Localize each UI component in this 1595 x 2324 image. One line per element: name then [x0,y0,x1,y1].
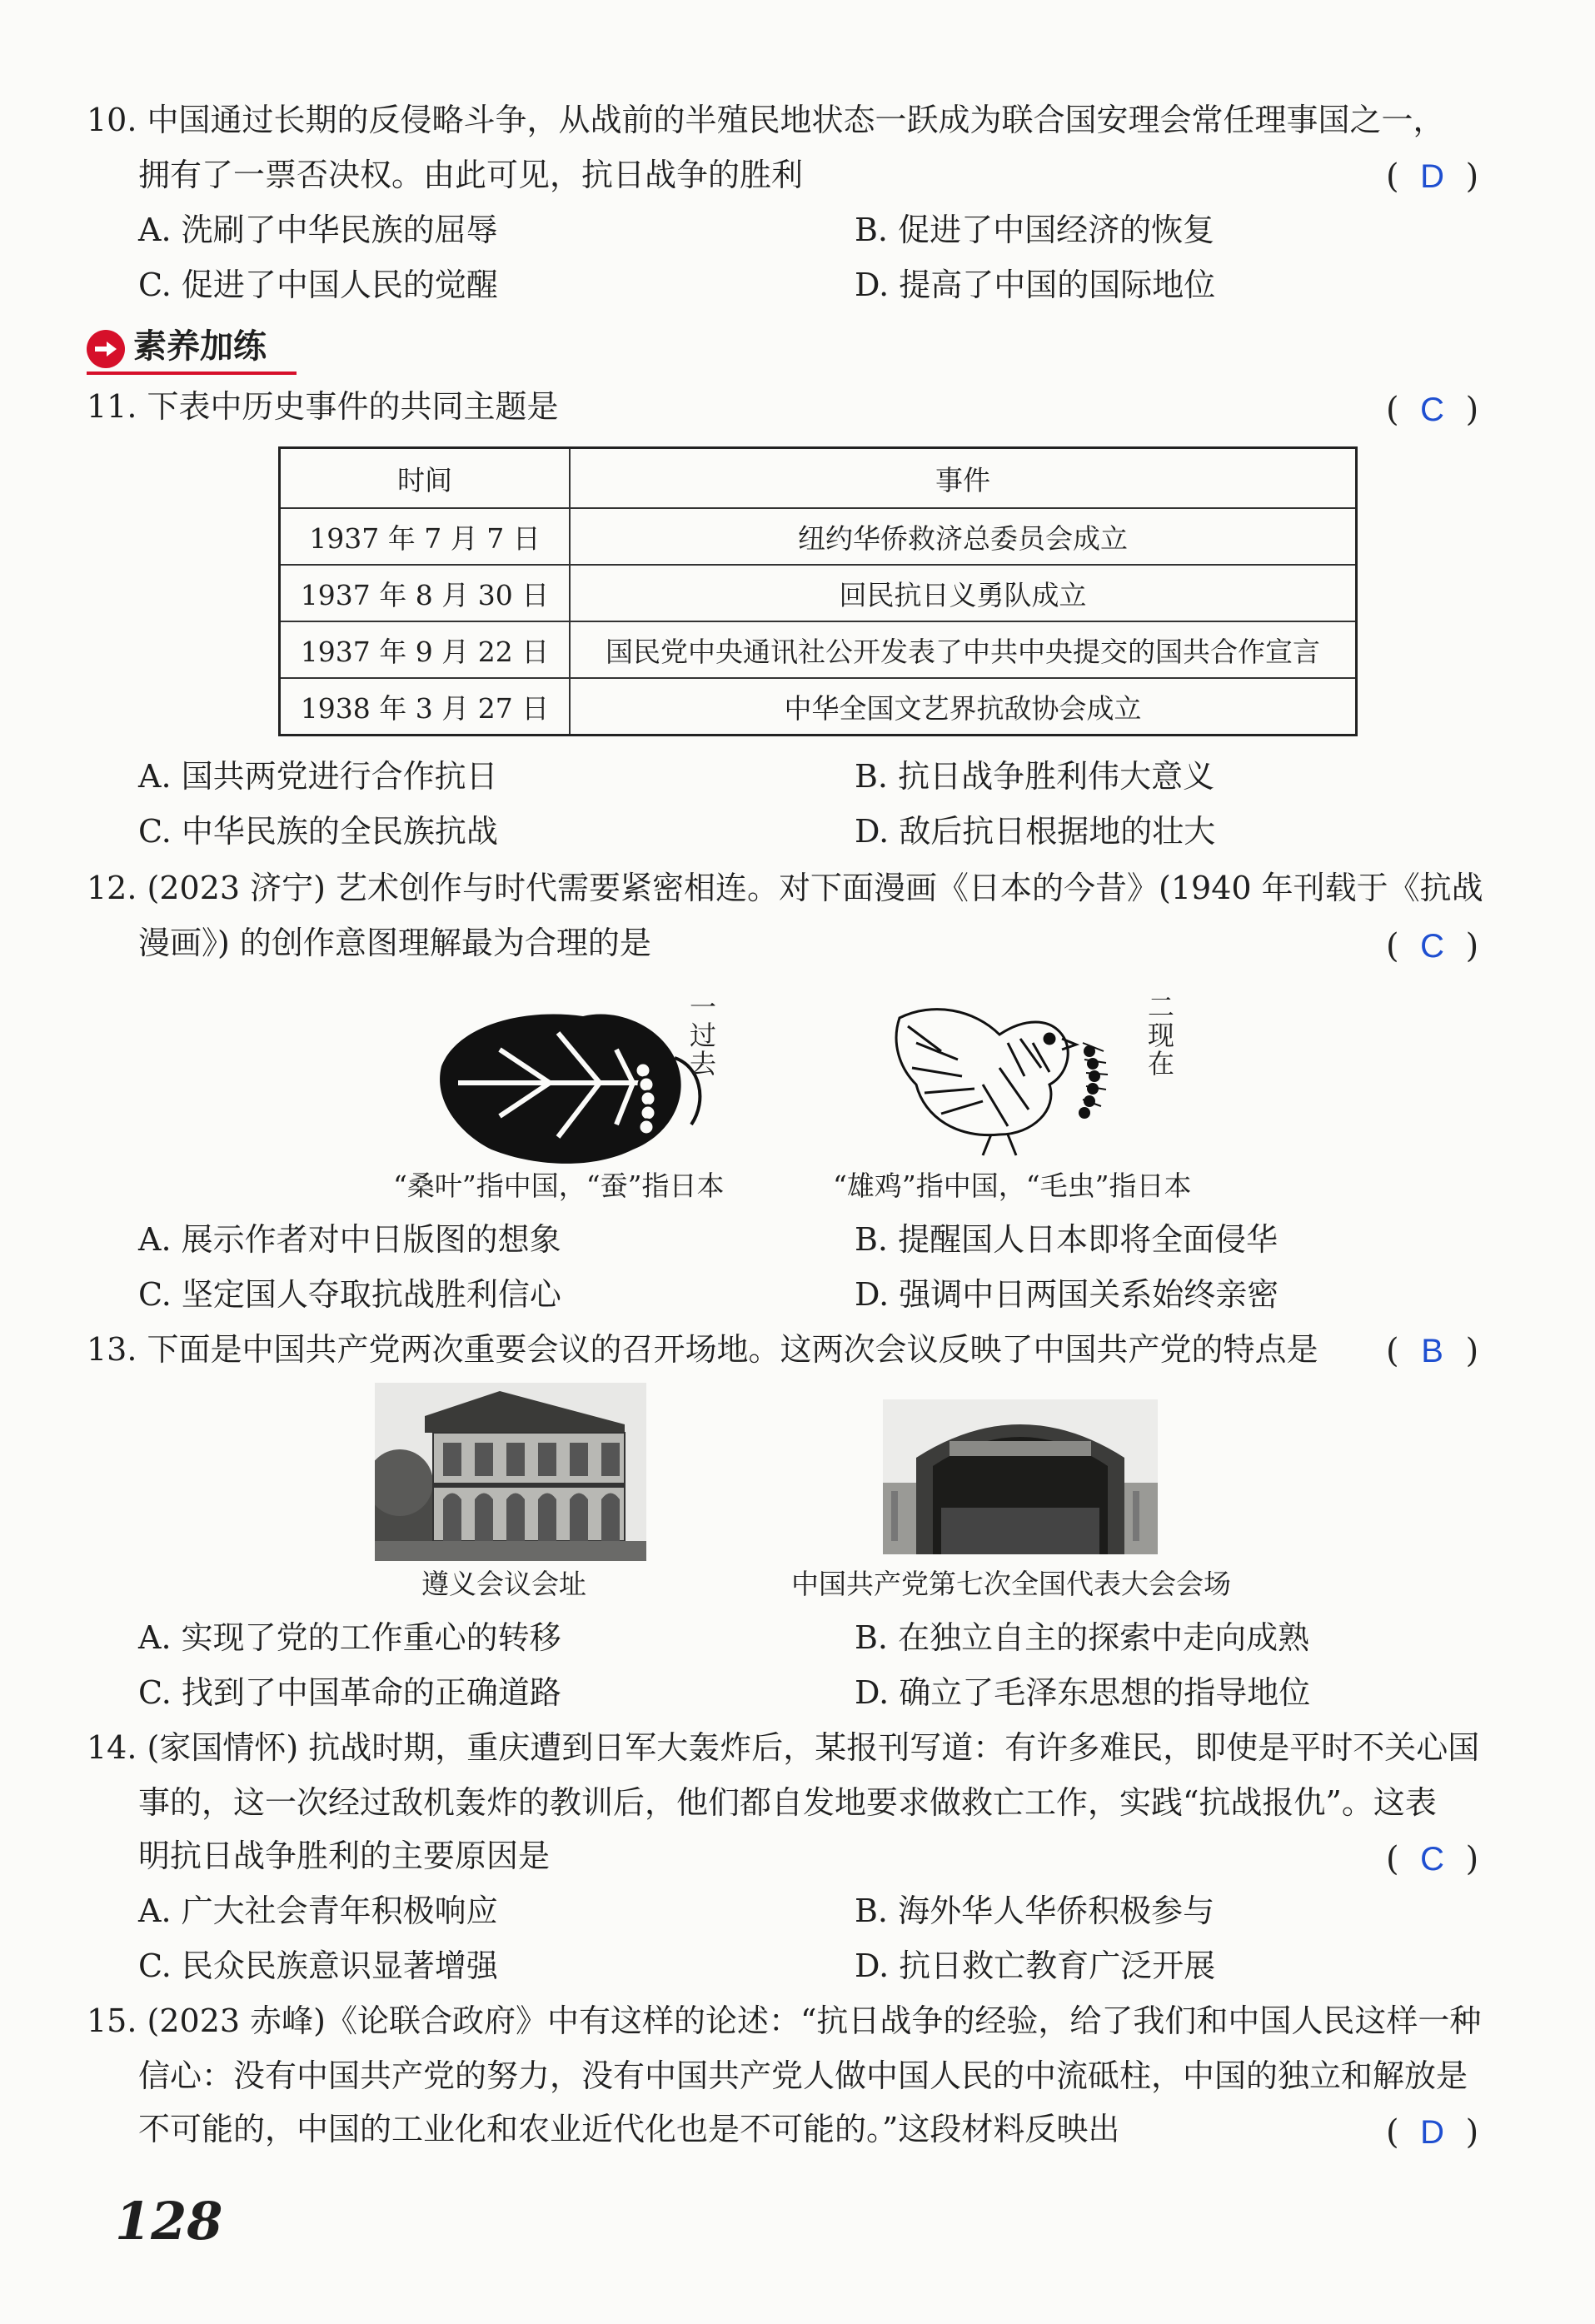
photo-zunyi-site [375,1383,646,1561]
table-cell-event: 纽约华侨救济总委员会成立 [570,508,1357,565]
section-title: 素养加练 [133,327,267,366]
cartoon-panel2-label: 二现在 [1147,991,1174,1080]
events-table [278,446,1358,736]
q14-stem-line1: 14. (家国情怀) 抗战时期，重庆遭到日军大轰炸后，某报刊写道：有许多难民，即使是平时不关心国 [87,1729,1480,1766]
q12-option-d[interactable]: D. 强调中日两国关系始终亲密 [855,1276,1279,1313]
q10-answer: ( D ) [1386,155,1478,198]
q11-option-b[interactable]: B. 抗日战争胜利伟大意义 [855,758,1215,795]
table-header-row [280,448,1357,509]
q13-answer-letter: B [1421,1333,1443,1369]
q15-stem-line1: 15. (2023 赤峰)《论联合政府》中有这样的论述：“抗日战争的经验，给了我们和中国人民这样一种 [87,2002,1482,2039]
q14-answer-letter: C [1420,1841,1445,1878]
section-underline [87,372,297,375]
cartoon-panel1-label: 一过去 [689,991,716,1080]
cartoon-panel1-caption: “桑叶”指中国，“蚕”指日本 [393,1169,725,1202]
q11-option-c[interactable]: C. 中华民族的全民族抗战 [138,813,498,850]
q10-option-d[interactable]: D. 提高了中国的国际地位 [855,267,1216,303]
q12-answer: ( C ) [1386,925,1478,968]
q14-option-c[interactable]: C. 民众民族意识显著增强 [138,1947,498,1984]
table-header-cell: 时间 [280,448,571,509]
q12-option-b[interactable]: B. 提醒国人日本即将全面侵华 [855,1221,1278,1258]
q13-option-d[interactable]: D. 确立了毛泽东思想的指导地位 [855,1674,1311,1711]
q11-option-a[interactable]: A. 国共两党进行合作抗日 [138,758,498,795]
q15-answer-letter: D [1420,2114,1445,2151]
q15-stem-line2: 信心：没有中国共产党的努力，没有中国共产党人做中国人民的中流砥柱，中国的独立和解放是 [138,2057,1468,2094]
cartoon-panel2-caption: “雄鸡”指中国，“毛虫”指日本 [833,1169,1192,1202]
q10-option-b[interactable]: B. 促进了中国经济的恢复 [855,212,1215,248]
q13-option-c[interactable]: C. 找到了中国革命的正确道路 [138,1674,561,1711]
table-cell-date: 1937 年 8 月 30 日 [280,565,571,621]
table-cell-date: 1937 年 7 月 7 日 [280,508,571,565]
q12-stem-line1: 12. (2023 济宁) 艺术创作与时代需要紧密相连。对下面漫画《日本的今昔》(1940 年刊载于《抗战 [87,870,1483,906]
q15-answer: ( D ) [1386,2111,1478,2154]
q10-stem-line1: 10. 中国通过长期的反侵略斗争，从战前的半殖民地状态一跃成为联合国安理会常任理事国之一， [87,102,1445,138]
table-row [280,565,1357,621]
table-cell-date: 1937 年 9 月 22 日 [280,621,571,678]
q10-option-a[interactable]: A. 洗刷了中华民族的屈辱 [138,212,498,248]
cartoon-leaf-silkworm [425,991,725,1183]
photo2-caption: 中国共产党第七次全国代表大会会场 [791,1568,1231,1600]
q10-stem-line2: 拥有了一票否决权。由此可见，抗日战争的胜利 [138,157,804,193]
table-cell-date: 1938 年 3 月 27 日 [280,678,571,736]
table-cell-event: 国民党中央通讯社公开发表了中共中央提交的国共合作宣言 [570,621,1357,678]
q12-option-a[interactable]: A. 展示作者对中日版图的想象 [138,1221,561,1258]
page-number: 128 [115,2191,223,2252]
table-row [280,508,1357,565]
cartoon-rooster-caterpillar [883,993,1133,1160]
q11-stem-line1: 11. 下表中历史事件的共同主题是 [87,388,559,425]
table-row [280,678,1357,736]
q12-option-c[interactable]: C. 坚定国人夺取抗战胜利信心 [138,1276,561,1313]
q11-answer: ( C ) [1386,388,1478,431]
q10-answer-letter: D [1420,158,1445,195]
q14-stem-line3: 明抗日战争胜利的主要原因是 [138,1838,551,1874]
table-header-cell: 事件 [570,448,1357,509]
q14-stem-line2: 事的，这一次经过敌机轰炸的教训后，他们都自发地要求做救亡工作，实践“抗战报仇”。这表 [138,1784,1437,1821]
photo1-caption: 遵义会议会址 [421,1568,586,1600]
q14-option-d[interactable]: D. 抗日救亡教育广泛开展 [855,1947,1216,1984]
q10-option-c[interactable]: C. 促进了中国人民的觉醒 [138,267,498,303]
q12-answer-letter: C [1420,928,1445,965]
arrow-circle-icon [87,330,125,368]
table-cell-event: 中华全国文艺界抗敌协会成立 [570,678,1357,736]
q11-answer-letter: C [1420,391,1445,428]
table-row [280,621,1357,678]
q14-option-b[interactable]: B. 海外华人华侨积极参与 [855,1893,1215,1929]
q14-option-a[interactable]: A. 广大社会青年积极响应 [138,1893,498,1929]
q14-answer: ( C ) [1386,1838,1478,1881]
q11-option-d[interactable]: D. 敌后抗日根据地的壮大 [855,813,1216,850]
table-cell-event: 回民抗日义勇队成立 [570,565,1357,621]
photo-seventh-congress-hall [883,1399,1158,1554]
q13-option-b[interactable]: B. 在独立自主的探索中走向成熟 [855,1619,1310,1656]
q15-stem-line3: 不可能的，中国的工业化和农业近代化也是不可能的。”这段材料反映出 [138,2111,1120,2147]
q13-stem-line1: 13. 下面是中国共产党两次重要会议的召开场地。这两次会议反映了中国共产党的特点是 [87,1331,1318,1368]
q12-stem-line2: 漫画》) 的创作意图理解最为合理的是 [138,925,651,961]
q13-option-a[interactable]: A. 实现了党的工作重心的转移 [138,1619,561,1656]
q13-answer: ( B ) [1386,1329,1478,1373]
